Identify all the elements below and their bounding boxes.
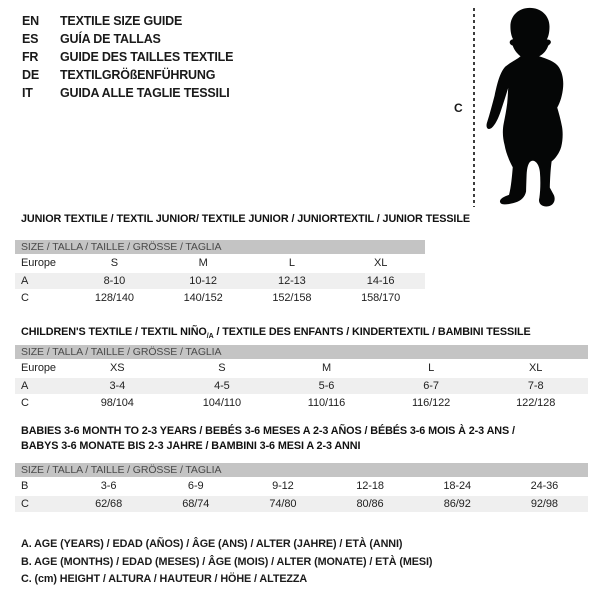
section-title-children xyxy=(21,325,531,345)
height-measure-line xyxy=(473,8,475,207)
table-cell: XL xyxy=(529,362,543,375)
title-subscript: /A xyxy=(206,333,214,341)
size-bar-header: SIZE / TALLA / TAILLE / GRÖSSE / TAGLIA xyxy=(15,463,588,477)
table-row-age-months xyxy=(15,478,588,495)
title-text: / TEXTILE DES ENFANTS / KINDERTEXTIL / BAMBINI TESSILE xyxy=(213,326,531,338)
table-row-age xyxy=(15,272,425,289)
table-cell: 24-36 xyxy=(530,480,559,493)
table-cell: 80/86 xyxy=(326,495,413,512)
table-cell: 18-24 xyxy=(443,480,472,493)
row-label: A xyxy=(15,377,65,394)
table-cell: Europe xyxy=(21,257,56,270)
height-measure-label-c: C xyxy=(454,101,463,115)
table-cell: Europe xyxy=(21,362,56,375)
language-code: ES xyxy=(22,32,39,46)
table-cell: 10-12 xyxy=(159,272,248,289)
table-cell: L xyxy=(288,257,295,270)
table-header-row xyxy=(15,255,425,272)
language-row-de xyxy=(22,66,233,84)
table-cell: 86/92 xyxy=(414,495,501,512)
table-cell: S xyxy=(218,362,226,375)
table-cell: 122/128 xyxy=(483,394,588,411)
table-cell: 98/104 xyxy=(65,394,170,411)
table-cell: 62/68 xyxy=(65,495,152,512)
section-title-babies xyxy=(21,424,581,453)
size-bar-header: SIZE / TALLA / TAILLE / GRÖSSE / TAGLIA xyxy=(15,240,425,254)
table-cell: 3-4 xyxy=(65,377,170,394)
table-cell: 12-18 xyxy=(356,480,384,493)
language-code: FR xyxy=(22,50,39,64)
table-cell: 3-6 xyxy=(100,480,117,493)
children-table xyxy=(15,360,588,411)
table-cell: 14-16 xyxy=(336,272,425,289)
table-cell: 5-6 xyxy=(274,377,379,394)
language-code: EN xyxy=(22,14,39,28)
legend-age-months: B. AGE (MONTHS) / EDAD (MESES) / ÂGE (MOIS) / ALTER (MONATE) / ETÀ (MESI) xyxy=(21,555,433,568)
toddler-silhouette-image xyxy=(484,5,566,209)
language-row-it xyxy=(22,84,233,102)
table-cell: 9-12 xyxy=(272,480,294,493)
table-cell: L xyxy=(428,362,435,375)
table-cell: 7-8 xyxy=(483,377,588,394)
babies-table xyxy=(15,478,588,512)
row-label: A xyxy=(15,272,70,289)
table-row-height xyxy=(15,394,588,411)
table-cell: 68/74 xyxy=(152,495,239,512)
guide-title-fr: GUIDE DES TAILLES TEXTILE xyxy=(60,50,234,64)
legend-height-cm: C. (cm) HEIGHT / ALTURA / HAUTEUR / HÖHE / ALTEZZA xyxy=(21,573,308,585)
guide-title-de: TEXTILGRÖßENFÜHRUNG xyxy=(60,68,216,82)
title-line-1: BABIES 3-6 MONTH TO 2-3 YEARS / BEBÉS 3-6 MESES A 2-3 AÑOS / BÉBÉS 3-6 MOIS À 2-3 ANS / xyxy=(21,425,515,437)
language-code: DE xyxy=(22,68,39,82)
table-cell: XS xyxy=(110,362,125,375)
table-cell: 6-9 xyxy=(187,480,204,493)
table-cell: 8-10 xyxy=(70,272,159,289)
row-label: C xyxy=(15,289,70,306)
guide-title-es: GUÍA DE TALLAS xyxy=(60,32,161,46)
size-bar-header: SIZE / TALLA / TAILLE / GRÖSSE / TAGLIA xyxy=(15,345,588,359)
table-row-age xyxy=(15,377,588,394)
table-cell: 128/140 xyxy=(70,289,159,306)
table-cell: 92/98 xyxy=(501,495,588,512)
table-cell: 140/152 xyxy=(159,289,248,306)
table-cell: 12-13 xyxy=(248,272,337,289)
babies-size-table xyxy=(15,463,588,512)
language-title-block xyxy=(22,12,233,102)
legend-block xyxy=(21,536,432,589)
legend-age-years: A. AGE (YEARS) / EDAD (AÑOS) / ÂGE (ANS) / ALTER (JAHRE) / ETÀ (ANNI) xyxy=(21,538,403,550)
table-header-row xyxy=(15,360,588,377)
table-cell: 4-5 xyxy=(170,377,275,394)
table-cell: 6-7 xyxy=(379,377,484,394)
table-cell: XL xyxy=(373,257,388,270)
table-cell: M xyxy=(321,362,332,375)
title-line-2: BABYS 3-6 MONATE BIS 2-3 JAHRE / BAMBINI 3-6 MESI A 2-3 ANNI xyxy=(21,439,361,452)
language-row-es xyxy=(22,30,233,48)
language-row-fr xyxy=(22,48,233,66)
table-cell: S xyxy=(110,257,118,270)
section-title-junior: JUNIOR TEXTILE / TEXTIL JUNIOR/ TEXTILE JUNIOR / JUNIORTEXTIL / JUNIOR TESSILE xyxy=(21,213,470,225)
table-cell: 158/170 xyxy=(336,289,425,306)
table-row-height xyxy=(15,289,425,306)
guide-title-it: GUIDA ALLE TAGLIE TESSILI xyxy=(60,86,230,100)
table-cell: 116/122 xyxy=(379,394,484,411)
table-cell: 104/110 xyxy=(170,394,275,411)
table-cell: M xyxy=(198,257,208,270)
table-cell: 74/80 xyxy=(239,495,326,512)
row-label: C xyxy=(15,394,65,411)
table-row-height xyxy=(15,495,588,512)
language-code: IT xyxy=(22,86,33,100)
title-text: CHILDREN'S TEXTILE / TEXTIL NIÑO xyxy=(21,326,207,338)
children-size-table xyxy=(15,345,588,411)
row-label: B xyxy=(21,480,29,493)
language-row-en xyxy=(22,12,233,30)
guide-title-en: TEXTILE SIZE GUIDE xyxy=(60,14,183,28)
table-cell: 110/116 xyxy=(274,394,379,411)
junior-table xyxy=(15,255,425,306)
row-label: C xyxy=(15,495,65,512)
table-cell: 152/158 xyxy=(248,289,337,306)
junior-size-table xyxy=(15,240,425,306)
